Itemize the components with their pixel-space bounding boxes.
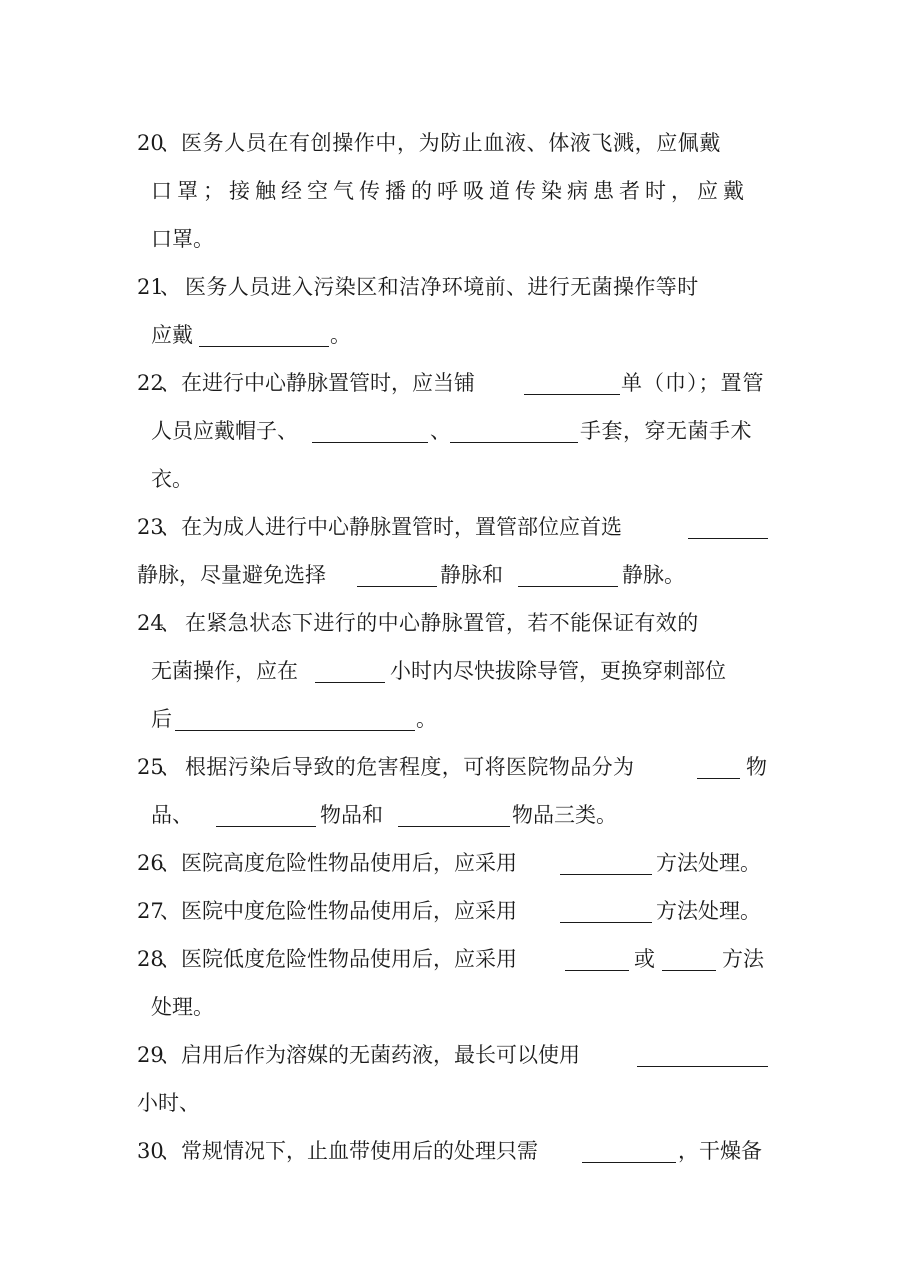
answer-blank[interactable]: [398, 826, 510, 827]
question-text: 口罩；接触经空气传播的呼吸道传染病患者时，应戴: [151, 179, 749, 203]
question-29: [0, 1040, 905, 1070]
question-20-line-3: [0, 224, 905, 254]
question-number: 25: [137, 755, 164, 779]
question-text: ，干燥备: [678, 1139, 762, 1163]
question-separator: 、: [160, 947, 181, 971]
answer-blank[interactable]: [560, 874, 652, 875]
question-23-line-2: [0, 560, 905, 590]
question-text: 医院低度危险性物品使用后，应采用: [181, 947, 517, 971]
question-text: 物品和: [320, 803, 383, 827]
question-separator: 、: [160, 611, 181, 635]
question-22-line-3: [0, 464, 905, 494]
answer-blank[interactable]: [216, 826, 316, 827]
question-text: 衣。: [151, 467, 193, 491]
answer-blank[interactable]: [688, 538, 768, 539]
question-separator: 、: [160, 755, 181, 779]
question-28: [0, 944, 905, 974]
question-number: 22: [137, 371, 164, 395]
question-number: 26: [137, 851, 164, 875]
question-text: 医院高度危险性物品使用后，应采用: [181, 851, 517, 875]
answer-blank[interactable]: [697, 778, 740, 779]
answer-blank[interactable]: [637, 1066, 768, 1067]
question-text: 方法处理。: [656, 851, 761, 875]
question-20: [0, 128, 905, 158]
question-separator: 、: [160, 131, 181, 155]
question-number: 23: [137, 515, 164, 539]
question-21-line-2: [0, 320, 905, 350]
question-text: 、: [430, 419, 451, 443]
question-text: 小时内尽快拔除导管，更换穿刺部位: [390, 659, 726, 683]
question-28-line-2: [0, 992, 905, 1022]
question-text: 或: [634, 947, 655, 971]
question-text: 启用后作为溶媒的无菌药液，最长可以使用: [181, 1043, 580, 1067]
answer-blank[interactable]: [582, 1162, 676, 1163]
question-text: 手套，穿无菌手术: [580, 419, 752, 443]
question-number: 30: [137, 1139, 164, 1163]
question-number: 27: [137, 899, 164, 923]
question-text: 方法: [722, 947, 764, 971]
question-24-line-3: [0, 704, 905, 734]
answer-blank[interactable]: [315, 682, 385, 683]
question-separator: 、: [160, 515, 181, 539]
answer-blank[interactable]: [560, 922, 652, 923]
question-29-line-2: [0, 1088, 905, 1118]
question-text: 口罩。: [151, 227, 214, 251]
question-text: 。: [330, 323, 351, 347]
question-text: 常规情况下，止血带使用后的处理只需: [181, 1139, 538, 1163]
answer-blank[interactable]: [518, 586, 618, 587]
question-separator: 、: [160, 851, 181, 875]
question-text: 静脉。: [622, 563, 685, 587]
question-30: [0, 1136, 905, 1166]
question-24: [0, 608, 905, 638]
answer-blank[interactable]: [524, 394, 620, 395]
question-text: 。: [416, 707, 437, 731]
answer-blank[interactable]: [450, 442, 578, 443]
question-number: 24: [137, 611, 164, 635]
question-text: 在紧急状态下进行的中心静脉置管，若不能保证有效的: [185, 611, 699, 635]
question-text: 方法处理。: [656, 899, 761, 923]
question-22-line-2: [0, 416, 905, 446]
question-text: 医务人员在有创操作中，为防止血液、体液飞溅，应佩戴: [181, 131, 721, 155]
question-27: [0, 896, 905, 926]
question-text: 医院中度危险性物品使用后，应采用: [181, 899, 517, 923]
answer-blank[interactable]: [565, 970, 629, 971]
question-text: 单（巾）；置管: [621, 371, 765, 395]
question-text: 小时、: [137, 1091, 200, 1115]
question-text: 后: [151, 707, 172, 731]
question-text: 物: [746, 755, 767, 779]
question-20-line-2: [0, 176, 905, 206]
question-24-line-2: [0, 656, 905, 686]
question-23: [0, 512, 905, 542]
question-separator: 、: [160, 899, 181, 923]
question-text: 静脉和: [440, 563, 503, 587]
question-text: 物品三类。: [512, 803, 617, 827]
question-25-line-2: [0, 800, 905, 830]
question-separator: 、: [160, 1043, 181, 1067]
question-text: 在为成人进行中心静脉置管时，置管部位应首选: [181, 515, 622, 539]
question-number: 29: [137, 1043, 164, 1067]
question-text: 品、: [151, 803, 193, 827]
question-number: 28: [137, 947, 164, 971]
question-text: 根据污染后导致的危害程度，可将医院物品分为: [185, 755, 635, 779]
answer-blank[interactable]: [312, 442, 428, 443]
question-25: [0, 752, 905, 782]
question-separator: 、: [160, 1139, 181, 1163]
question-text: 处理。: [151, 995, 214, 1019]
answer-blank[interactable]: [357, 586, 437, 587]
question-text: 应戴: [151, 323, 193, 347]
question-text: 在进行中心静脉置管时，应当铺: [181, 371, 475, 395]
question-separator: 、: [160, 371, 181, 395]
question-separator: 、: [160, 275, 181, 299]
question-26: [0, 848, 905, 878]
question-number: 20: [137, 131, 164, 155]
question-21: [0, 272, 905, 302]
answer-blank[interactable]: [175, 730, 415, 731]
question-text: 人员应戴帽子、: [151, 419, 298, 443]
question-number: 21: [137, 275, 164, 299]
answer-blank[interactable]: [662, 970, 716, 971]
question-text: 医务人员进入污染区和洁净环境前、进行无菌操作等时: [185, 275, 699, 299]
question-22: [0, 368, 905, 398]
question-text: 静脉，尽量避免选择: [137, 563, 326, 587]
answer-blank[interactable]: [199, 346, 329, 347]
question-text: 无菌操作，应在: [151, 659, 298, 683]
